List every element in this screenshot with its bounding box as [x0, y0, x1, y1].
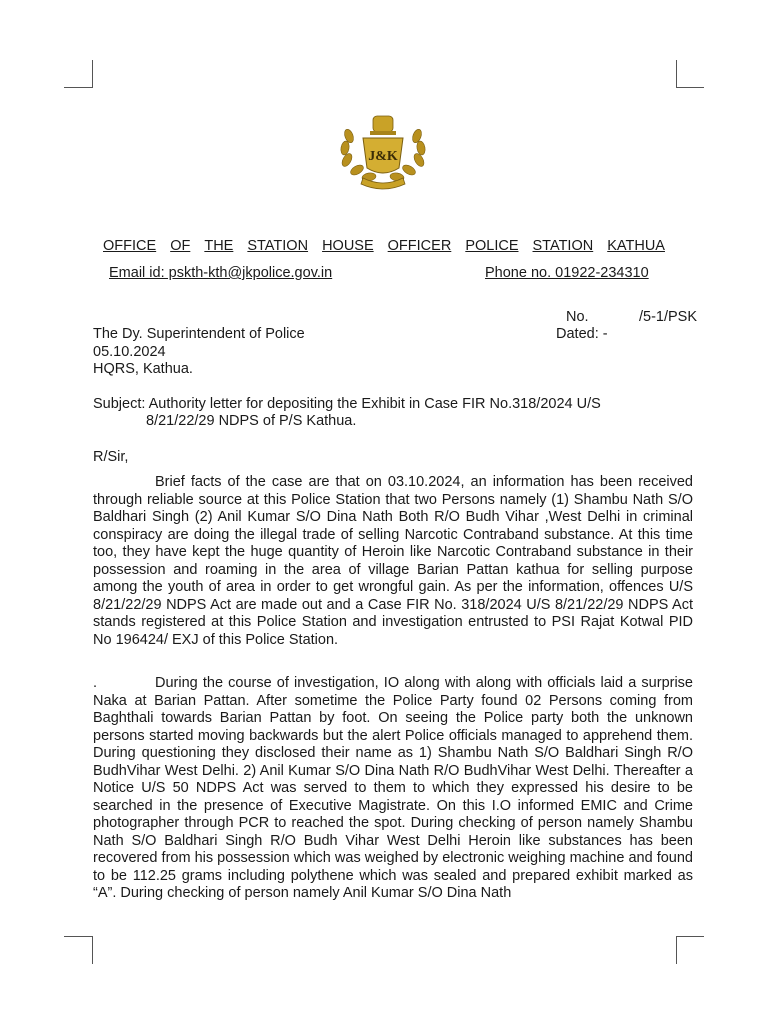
crop-mark-tl-horizontal	[64, 87, 93, 88]
heading-word: STATION	[247, 238, 309, 254]
addressee-line1: The Dy. Superintendent of Police	[93, 326, 305, 342]
salutation: R/Sir,	[93, 449, 129, 465]
crop-mark-bl-vertical	[92, 936, 93, 964]
paragraph-1	[93, 474, 693, 649]
subject-line1: Subject: Authority letter for depositing the Exhibit in Case FIR No.318/2024 U/S	[93, 396, 601, 412]
crop-mark-tr-horizontal	[676, 87, 704, 88]
heading-word: OF	[170, 238, 191, 254]
ref-no-value: /5-1/PSK	[639, 309, 698, 325]
heading-word: POLICE	[465, 238, 519, 254]
ref-no-label: No.	[566, 309, 589, 325]
crop-mark-tr-vertical	[676, 60, 677, 88]
paragraph-2	[93, 675, 693, 903]
heading-word: KATHUA	[607, 238, 665, 254]
dated-label: Dated: -	[556, 326, 608, 342]
phone-line: Phone no. 01922-234310	[485, 265, 649, 281]
paragraph-1-text: Brief facts of the case are that on 03.10.2024, an information has been received through reliable source at this Police Station that two Persons namely (1) Shambu Nath S/O Baldhari Singh (2) Anil Kumar S/O Dina Nath Both R/O Budh Vihar ,West Delhi in criminal conspiracy are doing the illegal trade of selling Narcotic Contraband substance. At this time too, they have kept the huge quantity of Heroin like Narcotic Contraband substance in their possession and roaming in the area of village Barian Pattan kathua for selling purpose among the youth of area in order to get wrongful gain. As per the information, offences U/S 8/21/22/29 NDPS Act are made out and a Case FIR No. 318/2024 U/S 8/21/22/29 NDPS Act stands registered at this Police Station and investigation entrusted to PSI Rajat Kotwal PID No 196424/ EXJ of this Police Station.	[93, 474, 693, 648]
heading-word: HOUSE	[322, 238, 374, 254]
heading-word: THE	[204, 238, 234, 254]
paragraph-2-lead: .	[93, 675, 98, 691]
addressee-line2: HQRS, Kathua.	[93, 361, 193, 377]
crop-mark-br-horizontal	[676, 936, 704, 937]
crop-mark-tl-vertical	[92, 60, 93, 88]
heading-word: OFFICE	[103, 238, 157, 254]
heading-word: OFFICER	[387, 238, 452, 254]
svg-text:J&K: J&K	[368, 149, 398, 164]
crop-mark-bl-horizontal	[64, 936, 93, 937]
dated-value: 05.10.2024	[93, 344, 166, 360]
subject-line2: 8/21/22/29 NDPS of P/S Kathua.	[146, 413, 357, 429]
crop-mark-br-vertical	[676, 936, 677, 964]
email-line: Email id: pskth-kth@jkpolice.gov.in	[109, 265, 333, 281]
heading-word: STATION	[532, 238, 594, 254]
paragraph-2-text: During the course of investigation, IO along with along with officials laid a surprise Naka at Barian Pattan. After sometime the Police Party found 02 Persons coming from Baghthali towards Barian Pattan by foot. On seeing the Police party both the unknown persons started moving backwards but the alert Police officials managed to apprehend them. During questioning they disclosed their name as 1) Shambu Nath S/O Baldhari Singh R/O BudhVihar West Delhi. 2) Anil Kumar S/O Dina Nath R/O BudhVihar West Delhi. Thereafter a Notice U/S 50 NDPS Act was served to them to which they expressed his desire to be searched in the presence of Executive Magistrate. On this I.O informed EMIC and Crime photographer through PCR to reached the spot. During checking of person namely Shambu Nath S/O Baldhari Singh R/O Budh Vihar West Delhi Heroin like substances has been recovered from his possession which was weighed by electronic weighing machine and found to be 112.25 grams including polythene which was sealed and prepared exhibit marked as “A”. During checking of person namely Anil Kumar S/O Dina Nath	[93, 675, 693, 901]
police-emblem-icon	[333, 112, 433, 192]
office-heading	[103, 238, 665, 254]
